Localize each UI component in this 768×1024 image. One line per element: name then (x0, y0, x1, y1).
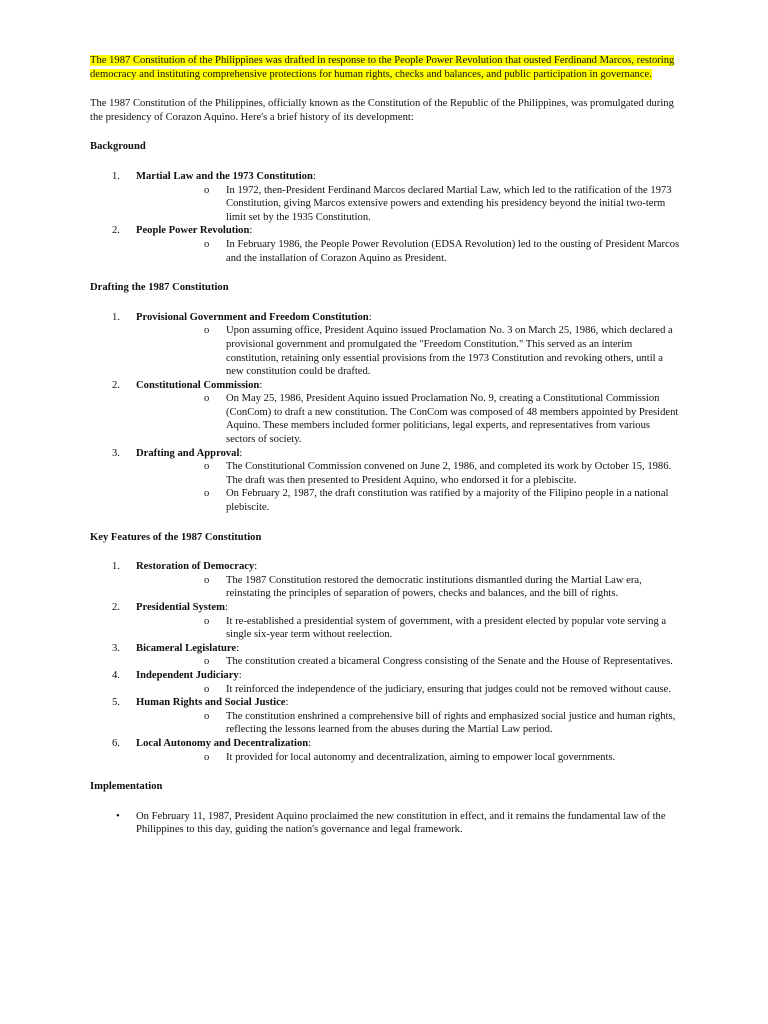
list-item (90, 379, 680, 447)
list-item-title: Human Rights and Social Justice (136, 697, 286, 709)
list-item (90, 696, 680, 737)
circle-bullet-icon: o (204, 461, 210, 473)
list-item (90, 601, 680, 642)
sub-list-item (136, 238, 680, 265)
sub-list-item (136, 615, 680, 642)
sub-list-item (136, 487, 680, 514)
list-item-title: Martial Law and the 1973 Constitution (136, 170, 313, 182)
highlighted-intro-text: The 1987 Constitution of the Philippines was drafted in response to the People Power Revolution that ousted Ferdinand Marcos, restoring democracy and instituting comprehensive protections for human rights, checks and balances, and public participation in governance. (90, 55, 675, 80)
sub-list (136, 460, 680, 514)
list-item (90, 669, 680, 696)
title-separator: : (254, 561, 258, 573)
list-item (90, 224, 680, 265)
title-separator: : (368, 311, 372, 323)
circle-bullet-icon: o (204, 683, 210, 695)
list-item-title: Independent Judiciary (136, 669, 239, 681)
list-number: 4. (112, 669, 120, 681)
section-heading-drafting: Drafting the 1987 Constitution (90, 282, 229, 294)
list-item-title: Presidential System (136, 602, 225, 613)
circle-bullet-icon: o (204, 615, 210, 627)
bullet-dot: • (116, 810, 120, 822)
list-number: 2. (112, 602, 120, 613)
sub-list-text: On February 2, 1987, the draft constitution was ratified by a majority of the Filipino people in a national plebiscite. (226, 488, 669, 514)
overview-paragraph: The 1987 Constitution of the Philippines, officially known as the Constitution of the Republic of the Philippines, was promulgated during the presidency of Corazon Aquino. Here's a brief history of its development: (90, 98, 674, 123)
sub-list-text: The 1987 Constitution restored the democratic institutions dismantled during the Martial Law era, reinstating the principles of separation of powers, checks and balances, and the bill of rights. (226, 574, 642, 600)
list-item (90, 560, 680, 601)
section-heading-implementation: Implementation (90, 781, 163, 793)
sub-list-text: It provided for local autonomy and decentralization, aiming to empower local governments. (226, 751, 616, 763)
circle-bullet-icon: o (204, 325, 210, 337)
list-item-title: Bicameral Legislature (136, 642, 237, 654)
section-heading-background: Background (90, 141, 146, 153)
sub-list (136, 238, 680, 265)
list-number: 3. (112, 642, 120, 654)
sub-list-text: In February 1986, the People Power Revolution (EDSA Revolution) led to the ousting of President Marcos and the installation of Corazon Aquino as President. (226, 238, 680, 264)
section-heading-features: Key Features of the 1987 Constitution (90, 531, 262, 543)
sub-list (136, 184, 680, 225)
bullet-list-implementation (90, 810, 680, 837)
sub-list-item (136, 184, 680, 225)
sub-list-text: In 1972, then-President Ferdinand Marcos declared Martial Law, which led to the ratification of the 1973 Constitution, giving Marcos extensive powers and extending his presidency beyond the initial two-term limit set by the 1935 Constitution. (226, 184, 672, 223)
sub-list (136, 392, 680, 446)
sub-list-text: Upon assuming office, President Aquino issued Proclamation No. 3 on March 25, 1986, which declared a provisional government and promulgated the "Freedom Constitution." This served as an interim constitution, retaining only essential provisions from the 1973 Constitution and revoking others, until a new constitution could be drafted. (226, 325, 673, 378)
list-item (90, 170, 680, 224)
list-number: 3. (112, 447, 120, 459)
list-item-text: On February 11, 1987, President Aquino proclaimed the new constitution in effect, and it remains the fundamental law of the Philippines to this day, guiding the nation's governance and legal framework. (136, 810, 666, 836)
sub-list-text: The constitution enshrined a comprehensive bill of rights and emphasized social justice and human rights, reflecting the lessons learned from the abuses during the Martial Law period. (226, 710, 676, 736)
sub-list-item (136, 324, 680, 378)
list-item-title: People Power Revolution (136, 225, 250, 237)
circle-bullet-icon: o (204, 751, 210, 763)
circle-bullet-icon: o (204, 656, 210, 668)
intro-paragraph (90, 54, 680, 81)
sub-list-text: It re-established a presidential system of government, with a president elected by popular vote serving a single six-year term without reelection. (226, 615, 667, 641)
sub-list-item (136, 392, 680, 446)
sub-list-item (136, 574, 680, 601)
list-item-title: Provisional Government and Freedom Constitution (136, 311, 369, 323)
circle-bullet-icon: o (204, 488, 210, 500)
title-separator: : (285, 697, 289, 709)
list-number: 2. (112, 225, 120, 237)
sub-list-text: The Constitutional Commission convened on June 2, 1986, and completed its work by October 15, 1986. The draft was then presented to President Aquino, who endorsed it for a plebiscite. (226, 461, 672, 486)
sub-list (136, 574, 680, 601)
sub-list-text: On May 25, 1986, President Aquino issued Proclamation No. 9, creating a Constitutional Commission (ConCom) to draft a new constitution. The ConCom was composed of 48 members appointed by President Aquino. These members included former politicians, legal experts, and representatives from various sectors of society. (226, 393, 679, 446)
list-item-title: Local Autonomy and Decentralization (136, 737, 309, 749)
list-number: 1. (112, 170, 120, 182)
document-page (90, 54, 680, 837)
list-item-title: Drafting and Approval (136, 447, 240, 459)
list-item (90, 311, 680, 379)
title-separator: : (238, 669, 242, 681)
sub-list (136, 615, 680, 642)
list-number: 2. (112, 379, 120, 391)
title-separator: : (312, 170, 316, 182)
title-separator: : (239, 447, 243, 459)
list-number: 6. (112, 737, 120, 749)
sub-list (136, 655, 680, 669)
list-number: 1. (112, 561, 120, 573)
sub-list-item (136, 683, 680, 697)
title-separator: : (224, 602, 228, 613)
numbered-list-drafting (90, 311, 680, 515)
list-item (90, 810, 680, 837)
list-item (90, 447, 680, 515)
circle-bullet-icon: o (204, 184, 210, 196)
list-number: 1. (112, 311, 120, 323)
sub-list (136, 751, 680, 765)
circle-bullet-icon: o (204, 710, 210, 722)
title-separator: : (236, 642, 240, 654)
sub-list-item (136, 751, 680, 765)
sub-list (136, 710, 680, 737)
circle-bullet-icon: o (204, 574, 210, 586)
list-item-title: Restoration of Democracy (136, 561, 255, 573)
sub-list (136, 683, 680, 697)
title-separator: : (308, 737, 312, 749)
sub-list-text: The constitution created a bicameral Congress consisting of the Senate and the House of Representatives. (226, 656, 673, 668)
list-item (90, 737, 680, 764)
title-separator: : (249, 225, 253, 237)
circle-bullet-icon: o (204, 238, 210, 250)
numbered-list-background (90, 170, 680, 265)
list-item-title: Constitutional Commission (136, 379, 260, 391)
sub-list-item (136, 655, 680, 669)
sub-list-item (136, 710, 680, 737)
sub-list-item (136, 460, 680, 487)
circle-bullet-icon: o (204, 393, 210, 405)
sub-list-text: It reinforced the independence of the judiciary, ensuring that judges could not be removed without cause. (226, 683, 671, 695)
numbered-list-features (90, 560, 680, 764)
list-number: 5. (112, 697, 120, 709)
sub-list (136, 324, 680, 378)
title-separator: : (259, 379, 263, 391)
list-item (90, 642, 680, 669)
